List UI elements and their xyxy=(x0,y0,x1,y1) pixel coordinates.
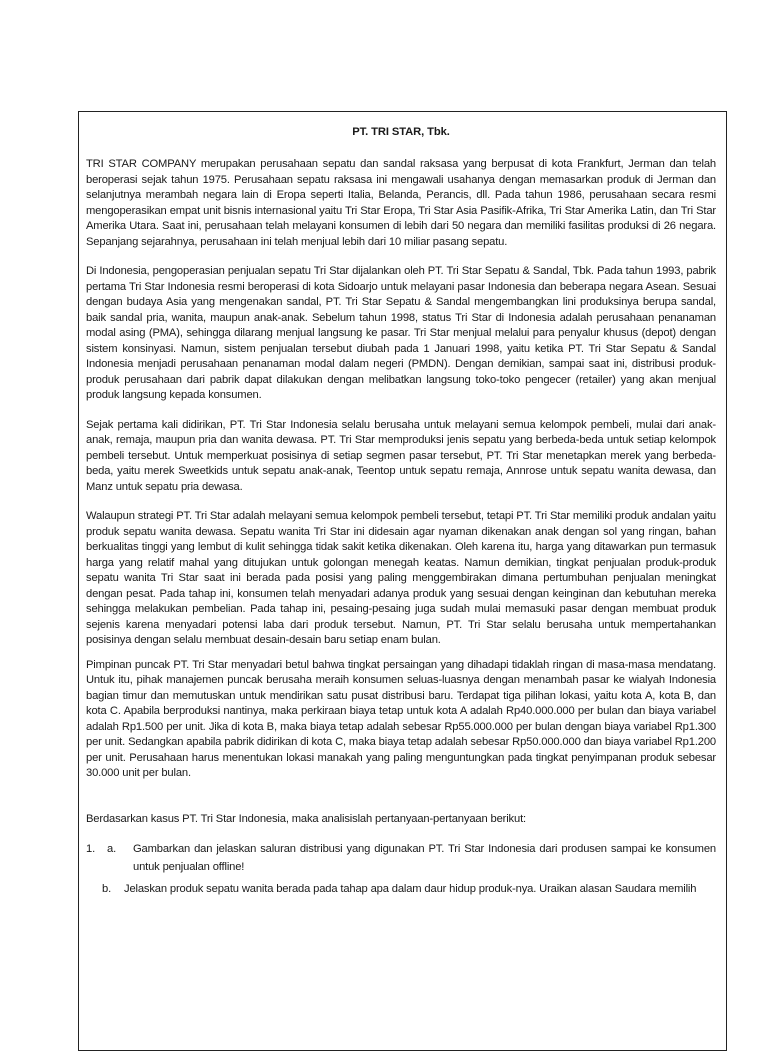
question-number: 1. xyxy=(86,843,96,855)
question-1a xyxy=(86,840,716,876)
paragraph-market-segments: Sejak pertama kali didirikan, PT. Tri Star Indonesia selalu berusaha untuk melayani semua kelompok pembeli, mulai dari anak-anak, remaja, maupun pria dan wanita dewasa. PT. Tri Star memproduksi jenis sepatu yang berbeda-beda untuk setiap kelompok pembeli tersebut. Untuk memperkuat posisinya di setiap segmen pasar tersebut, PT. Tri Star menetapkan merek yang berbeda-beda, yaitu merek Sweetkids untuk sepatu anak-anak, Teentop untuk sepatu remaja, Annrose untuk sepatu wanita dewasa, dan Manz untuk sepatu pria dewasa. xyxy=(86,418,716,493)
paragraph-indonesia-operations: Di Indonesia, pengoperasian penjualan sepatu Tri Star dijalankan oleh PT. Tri Star Sepatu & Sandal, Tbk. Pada tahun 1993, pabrik pertama Tri Star Indonesia resmi beroperasi di kota Sidoarjo untuk melayani pasar Indonesia dan beberapa negara Asean. Sesuai dengan budaya Asia yang mengenakan sandal, PT. Tri Star Sepatu & Sandal mengembangkan lini produksinya berupa sandal, baik sandal pria, wanita, maupun anak-anak. Sebelum tahun 1998, status Tri Star di Indonesia adalah perusahaan penanaman modal asing (PMA), sehingga dilarang menjual langsung ke pasar. Tri Star menjual melalui para penyalur khusus (depot) dengan sistem konsinyasi. Namun, sistem penjualan tersebut diubah pada 1 Januari 1998, yaitu ketika PT. Tri Star Sepatu & Sandal Indonesia menjadi perusahaan penanaman modal dalam negeri (PMDN). Dengan demikian, sampai saat ini, distribusi produk-produk perusahaan dari pabrik dapat dilakukan dengan melibatkan langsung toko-toko pengecer (retailer) yang akan menjual produk langsung kepada konsumen. xyxy=(86,265,716,401)
questions-intro: Berdasarkan kasus PT. Tri Star Indonesia, maka analisislah pertanyaan-pertanyaan berikut: xyxy=(86,812,526,825)
question-letter: b. xyxy=(102,883,112,895)
question-text: Jelaskan produk sepatu wanita berada pada tahap apa dalam daur hidup produk-nya. Uraikan alasan Saudara memilih xyxy=(124,883,697,895)
document-frame xyxy=(78,111,727,1051)
paragraph-company-history: TRI STAR COMPANY merupakan perusahaan sepatu dan sandal raksasa yang berpusat di kota Frankfurt, Jerman dan telah beroperasi sejak tahun 1975. Perusahaan sepatu raksasa ini mengawali usahanya dengan memasarkan produk di Jerman dan selanjutnya merambah negara lain di Eropa seperti Italia, Belanda, Perancis, dll. Pada tahun 1986, perusahaan secara resmi mengoperasikan empat unit bisnis internasional yaitu Tri Star Eropa, Tri Star Asia Pasifik-Afrika, Tri Star Amerika Latin, dan Tri Star Amerika Utara. Saat ini, perusahaan telah melayani konsumen di lebih dari 50 negara dan memiliki fasilitas produksi di 26 negara. Sepanjang sejarahnya, perusahaan ini telah menjual lebih dari 10 miliar pasang sepatu. xyxy=(86,158,716,248)
question-1b xyxy=(86,880,716,898)
document-title: PT. TRI STAR, Tbk. xyxy=(352,126,450,138)
paragraph-flagship-product: Walaupun strategi PT. Tri Star adalah melayani semua kelompok pembeli tersebut, tetapi PT. Tri Star memiliki produk andalan yaitu produk sepatu wanita dewasa. Sepatu wanita Tri Star ini didesain agar nyaman dikenakan anak dengan sol yang ringan, bahan berkualitas tinggi yang lembut di kulit sehingga tidak sakit ketika dikenakan. Oleh karena itu, harga yang ditawarkan pun termasuk harga yang relatif mahal yang ditujukan untuk golongan menegah keatas. Namun demikian, tingkat penjualan produk-produk sepatu wanita Tri Star saat ini berada pada posisi yang paling menggembirakan dimana pertumbuhan penjualan meningkat dengan pesat. Pada tahap ini, konsumen telah menyadari adanya produk yang sesuai dengan keinginan dan kebutuhan mereka sehingga melakukan pembelian. Pada tahap ini, pesaing-pesaing juga sudah mulai memasuki pasar dengan membuat produk sejenis karena menyadari potensi laba dari produk tersebut. Namun, PT. Tri Star selalu berusaha untuk mempertahankan posisinya dengan selalu membuat desain-desain baru setiap enam bulan. xyxy=(86,510,716,646)
paragraph-distribution-location: Pimpinan puncak PT. Tri Star menyadari betul bahwa tingkat persaingan yang dihadapi tidaklah ringan di masa-masa mendatang. Untuk itu, pihak manajemen puncak berusaha meraih konsumen seluas-luasnya dengan menambah pasar ke wialyah Indonesia bagian timur dan memutuskan untuk mendirikan satu pusat distribusi baru. Terdapat tiga pilihan lokasi, yaitu kota A, kota B, dan kota C. Apabila berproduksi nantinya, maka perkiraan biaya tetap untuk kota A adalah Rp40.000.000 per bulan dan biaya variabel adalah Rp1.500 per unit. Jika di kota B, maka biaya tetap adalah sebesar Rp55.000.000 per bulan dengan biaya variabel Rp1.300 per unit. Sedangkan apabila pabrik didirikan di kota C, maka biaya tetap adalah sebesar Rp50.000.000 dan biaya variabel Rp1.200 per unit. Perusahaan harus menentukan lokasi manakah yang paling menguntungkan pada tingkat penyimpanan produk sebesar 30.000 unit per bulan. xyxy=(86,658,716,779)
question-text: Gambarkan dan jelaskan saluran distribusi yang digunakan PT. Tri Star Indonesia dari produsen sampai ke konsumen untuk penjualan offline! xyxy=(133,843,716,873)
question-letter: a. xyxy=(107,843,117,855)
